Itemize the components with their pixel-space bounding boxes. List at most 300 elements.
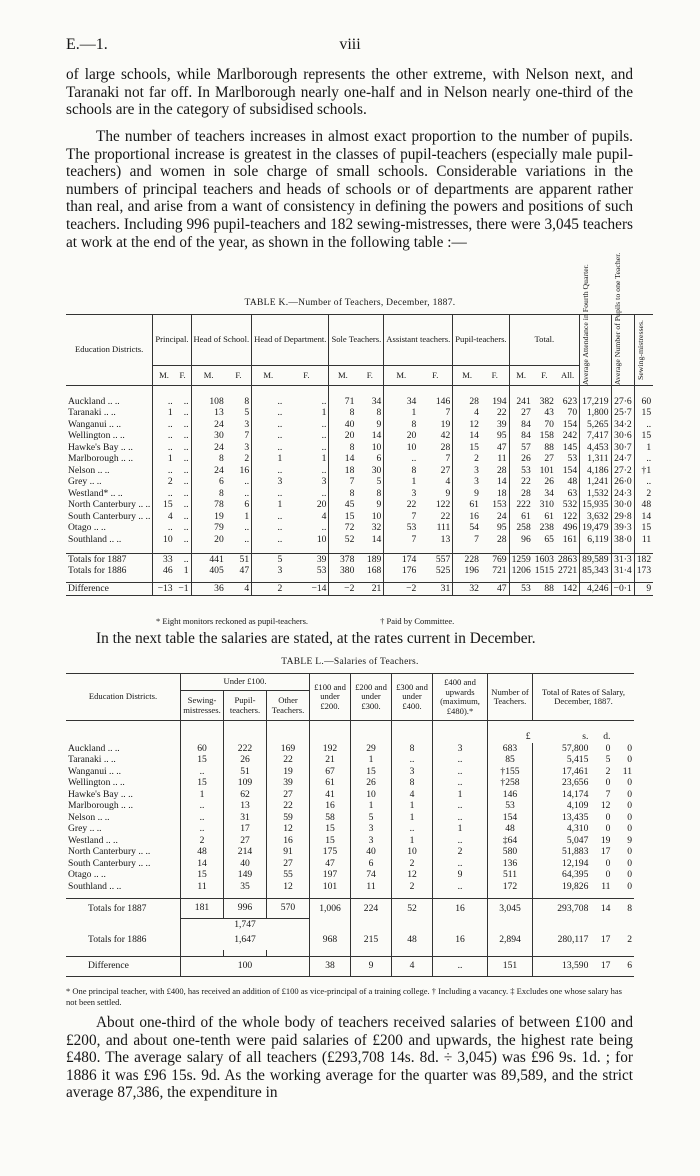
table-cell: 2,894 [488, 930, 533, 950]
table-cell: 441 [191, 553, 226, 565]
district-name: Totals for 1887 [66, 898, 181, 918]
table-cell: 6 [191, 476, 226, 488]
table-cell: 15 [634, 430, 653, 442]
table-cell: 0 [605, 857, 611, 869]
table-cell: 53 [509, 583, 533, 596]
table-cell: 24 [191, 442, 226, 454]
table-cell: .. [252, 407, 285, 419]
table-cell: 10 [316, 533, 327, 545]
table-cell: 21 [310, 754, 351, 766]
table-cell: 3 [453, 476, 481, 488]
table-cell: 57 [509, 442, 533, 454]
table-cell: 1259 [509, 553, 533, 565]
table-cell: 242 [562, 430, 578, 441]
tk-avg-pupils-header: Average Number of Pupils to one Teacher. [612, 252, 622, 385]
district-name: Totals for 1886 [88, 934, 147, 946]
table-cell: 12,194 [533, 858, 591, 870]
table-cell: 623 [562, 395, 578, 407]
table-cell: 12 [453, 419, 481, 431]
table-cell: 1 [321, 407, 327, 418]
table-row [66, 823, 634, 835]
table-cell: 61 [509, 511, 533, 523]
table-cell: 14 [453, 430, 481, 442]
table-cell: .. [153, 442, 175, 454]
table-row [66, 430, 653, 442]
table-cell: 6 [244, 499, 250, 510]
table-cell: 85,343 [580, 565, 611, 577]
tl-200-300-header: £200 and under £300. [351, 674, 392, 721]
table-cell: 172 [488, 881, 533, 893]
table-row [66, 522, 653, 534]
table-row [66, 846, 634, 858]
district-name: Taranaki .. .. [68, 754, 116, 765]
table-cell: 4 [392, 956, 433, 976]
table-cell: 30·7 [611, 442, 634, 454]
tk-m-label: M. [384, 366, 418, 386]
table-cell: 7 [445, 407, 451, 418]
table-cell: 10 [351, 789, 392, 801]
table-cell: .. [175, 553, 191, 565]
table-cell: 14,174 [533, 789, 591, 801]
table-cell: 27 [224, 835, 267, 847]
table-cell: 16 [310, 800, 351, 812]
table-cell: 39 [267, 777, 310, 789]
table-cell: .. [321, 395, 327, 407]
table-row [66, 453, 653, 465]
table-cell: 36 [191, 583, 226, 596]
table-row [66, 396, 653, 408]
table-k-caption: TABLE K.—Number of Teachers, December, 1887. [244, 298, 456, 308]
table-cell: 15 [310, 835, 351, 847]
table-cell: 3 [392, 766, 433, 778]
table-cell: .. [252, 465, 285, 477]
table-cell: 30·6 [611, 430, 634, 442]
table-cell: 8 [392, 777, 433, 789]
table-cell: 9 [445, 487, 451, 499]
table-cell: 27·2 [611, 465, 634, 477]
table-cell: 196 [453, 565, 481, 577]
table-cell: 1,647 [181, 930, 310, 950]
table-cell: 0 [627, 788, 632, 800]
table-cell: 182 [634, 553, 653, 565]
table-cell: .. [433, 777, 488, 789]
table-cell: 683 [488, 743, 533, 755]
table-row [66, 766, 634, 778]
table-l [66, 673, 634, 977]
table-cell: 42 [440, 430, 451, 441]
table-cell: 122 [435, 499, 451, 510]
tk-district-header: Education Districts. [66, 315, 153, 386]
table-cell: 0 [627, 869, 632, 880]
table-cell: .. [321, 487, 327, 499]
tl-other-header: Other Teachers. [267, 691, 310, 721]
table-cell: 74 [351, 869, 392, 881]
table-cell: 1 [433, 823, 488, 835]
district-name: Grey .. .. [68, 476, 102, 487]
table-cell: 13 [440, 533, 451, 545]
table-cell: .. [181, 766, 224, 778]
table-cell: 27 [267, 789, 310, 801]
table-cell: 47 [239, 565, 250, 576]
table-cell: .. [433, 881, 488, 893]
table-cell: 146 [435, 395, 451, 407]
table-cell: .. [153, 419, 175, 431]
tl-pupil-header: Pupil-teachers. [224, 691, 267, 721]
table-cell: 27 [267, 858, 310, 870]
table-cell: 8 [384, 419, 418, 431]
table-row [66, 511, 653, 523]
table-row [66, 465, 653, 477]
tk-m-label: M. [252, 366, 285, 386]
table-cell: .. [183, 533, 189, 545]
table-cell: 46 [153, 565, 175, 577]
tk-f-label: F. [356, 366, 383, 386]
table-cell: †258 [488, 777, 533, 789]
table-k-footnotes [66, 616, 633, 627]
table-cell: 111 [436, 522, 451, 533]
table-cell: 1 [433, 789, 488, 801]
table-cell: 53 [488, 800, 533, 812]
table-cell: 4 [153, 511, 175, 523]
table-cell: 6 [612, 956, 634, 976]
table-cell: 28 [440, 441, 451, 453]
table-cell: 47 [496, 441, 507, 453]
district-name: Southland .. .. [68, 533, 122, 545]
table-cell: 154 [562, 464, 578, 476]
table-cell: 2 [627, 934, 632, 946]
table-cell: 13,590 [533, 956, 591, 976]
table-cell: 161 [562, 533, 578, 545]
tl-total-header: Total of Rates of Salary, December, 1887. [533, 674, 635, 721]
table-cell: 176 [384, 565, 418, 577]
table-cell: 11 [622, 765, 632, 777]
table-cell: 17 [600, 846, 611, 857]
table-cell: 101 [310, 881, 351, 893]
table-cell: .. [183, 476, 189, 487]
table-cell: 154 [562, 418, 578, 430]
table-cell: 31·4 [611, 565, 634, 577]
table-cell: 0 [605, 811, 611, 823]
table-cell: 5 [605, 754, 611, 765]
paragraph-3: In the next table the salaries are stated, at the rates current in December. [96, 630, 536, 647]
table-cell: 51,883 [533, 846, 591, 858]
tl-100-200-header: £100 and under £200. [310, 674, 351, 721]
table-cell: 17 [224, 823, 267, 835]
tk-m-label: M. [153, 366, 175, 386]
table-cell: 214 [224, 846, 267, 858]
table-cell: 15 [153, 499, 175, 511]
district-name: Westland* .. .. [68, 487, 123, 499]
table-cell: 3 [384, 488, 418, 500]
table-cell: 62 [224, 789, 267, 801]
table-cell: 70 [544, 418, 554, 430]
table-cell: .. [634, 476, 653, 488]
table-cell: 14 [329, 453, 356, 465]
table-cell: 26 [544, 476, 554, 487]
district-name: Southland .. .. [68, 880, 122, 892]
table-cell: .. [181, 823, 224, 835]
table-cell: 108 [191, 396, 226, 408]
table-cell: 7 [453, 534, 481, 546]
table-cell: 1515 [534, 565, 554, 576]
district-name: Auckland .. .. [68, 742, 120, 754]
table-cell: 24·3 [611, 488, 634, 500]
table-cell: .. [244, 476, 250, 487]
tk-sewing-header: Sewing-mistresses. [635, 320, 645, 380]
table-cell: 70 [567, 407, 578, 418]
table-cell: 23,656 [533, 777, 591, 789]
tk-footnote-1: * Eight monitors reckoned as pupil-teachers. [156, 616, 309, 626]
table-l-body [66, 721, 634, 977]
table-cell: 65 [544, 533, 554, 545]
table-cell: 43 [544, 407, 554, 418]
table-cell: 8 [329, 407, 356, 419]
table-cell: .. [183, 464, 189, 476]
table-cell: 8 [376, 407, 382, 418]
table-cell: 31·3 [611, 553, 634, 565]
table-cell: 580 [488, 846, 533, 858]
table-row [66, 812, 634, 824]
table-cell: .. [433, 812, 488, 824]
table-cell: 51 [226, 553, 252, 565]
table-cell: 1,311 [580, 453, 611, 465]
tk-f-label: F. [533, 366, 556, 386]
table-cell: 34·2 [611, 419, 634, 431]
district-name: Difference [66, 956, 181, 976]
table-cell: .. [252, 488, 285, 500]
table-cell: 40 [224, 858, 267, 870]
table-cell: 60 [634, 396, 653, 408]
page-number: viii [339, 36, 361, 53]
table-cell: 0 [605, 777, 611, 788]
table-cell: 5,415 [533, 754, 591, 766]
table-cell: .. [252, 534, 285, 546]
table-cell: 2 [634, 488, 653, 500]
table-cell: 15 [181, 869, 224, 881]
table-cell: 84 [509, 430, 533, 442]
table-cell: .. [321, 430, 327, 441]
table-cell: 3 [453, 465, 481, 477]
table-cell: 153 [492, 499, 507, 510]
district-name: Auckland .. .. [68, 395, 120, 407]
table-cell: 3,045 [488, 898, 533, 918]
table-cell: 40 [351, 846, 392, 858]
table-row [66, 488, 653, 500]
table-cell: 9 [453, 488, 481, 500]
table-cell: 17,219 [580, 396, 611, 408]
table-cell: 15 [181, 777, 224, 789]
table-cell: 30 [371, 464, 382, 476]
table-cell: 88 [533, 583, 556, 596]
table-cell: 61 [453, 499, 481, 511]
table-cell: 2 [244, 453, 250, 464]
table-cell: 20 [191, 534, 226, 546]
table-cell: 53 [384, 522, 418, 534]
table-cell: .. [153, 488, 175, 500]
table-cell: 26 [509, 453, 533, 465]
tk-principal-header: Principal. [153, 315, 191, 366]
paragraph-4: About one-third of the whole body of teachers received salaries of between £100 and £200, and about one-tenth were paid salaries of £200 and upwards, the highest rate being £480. The average salary of all teachers (£293,708 14s. 8d. ÷ 3,045) was £96 9s. 1d. ; for 1886 it was £96 15s. 9d. As the working average for the quarter was 89,589, and the strict average 87,386, the expenditure in [66, 1014, 633, 1102]
combined-under-100: 1,747 [181, 918, 310, 930]
district-name: South Canterbury .. .. [68, 857, 151, 869]
table-cell: 0 [627, 754, 632, 765]
table-cell: 6,119 [580, 534, 611, 546]
table-cell: 27 [509, 407, 533, 419]
table-cell: 12 [267, 823, 310, 835]
district-name: Hawke's Bay .. .. [68, 788, 133, 800]
district-name: Nelson .. .. [68, 811, 110, 823]
table-cell: .. [321, 464, 327, 476]
table-cell: 4 [453, 407, 481, 419]
table-cell: 378 [329, 553, 356, 565]
tk-footnote-2: † Paid by Committee. [380, 616, 455, 626]
table-cell: 12 [600, 800, 611, 811]
table-cell: 136 [488, 858, 533, 870]
report-code: E.—1. [66, 36, 108, 53]
table-cell: −2 [384, 583, 418, 596]
table-row [66, 881, 634, 893]
table-cell: 158 [539, 430, 554, 441]
table-cell: 11 [351, 881, 392, 893]
table-cell: 382 [539, 395, 554, 407]
table-cell: 1 [252, 453, 285, 465]
table-cell: 84 [509, 419, 533, 431]
table-cell: 30·0 [611, 499, 634, 511]
table-cell: 174 [384, 553, 418, 565]
table-cell: 28 [509, 488, 533, 500]
table-cell: 1 [153, 453, 175, 465]
table-cell: 22 [509, 476, 533, 488]
table-cell: .. [321, 418, 327, 430]
table-cell: 8 [191, 488, 226, 500]
table-cell: 4 [226, 583, 252, 596]
table-cell: .. [153, 430, 175, 442]
table-cell: 14 [496, 476, 507, 487]
district-name: Hawke's Bay .. .. [68, 441, 133, 453]
table-cell: 241 [509, 396, 533, 408]
district-name: South Canterbury .. .. [68, 510, 151, 522]
table-cell: 511 [488, 869, 533, 881]
table-cell: 6 [376, 453, 382, 464]
table-cell: 48 [567, 476, 578, 487]
table-cell: 38·0 [611, 534, 634, 546]
table-cell: 9 [627, 834, 632, 846]
table-cell: 15 [310, 823, 351, 835]
table-row [66, 858, 634, 870]
table-cell: .. [183, 441, 189, 453]
table-cell: 5 [252, 553, 285, 565]
district-name: Grey .. .. [68, 823, 102, 834]
table-cell: .. [183, 395, 189, 407]
table-cell: 7 [384, 511, 418, 523]
table-cell: 4,186 [580, 465, 611, 477]
table-cell: .. [433, 956, 488, 976]
table-cell: 24 [496, 510, 507, 522]
table-cell: 7,417 [580, 430, 611, 442]
table-cell: 1 [634, 442, 653, 454]
table-cell: 48 [392, 930, 433, 950]
table-cell: 4 [321, 510, 327, 522]
table-cell: .. [252, 511, 285, 523]
table-cell: 2721 [557, 565, 578, 576]
table-cell: 310 [539, 499, 554, 510]
table-cell: 13,435 [533, 812, 591, 824]
table-cell: 1 [351, 800, 392, 812]
district-name: Wellington .. .. [68, 430, 125, 441]
unit-pounds: £ [488, 721, 533, 743]
table-cell: .. [252, 419, 285, 431]
table-cell: 27 [440, 464, 451, 476]
table-cell: 14 [371, 533, 382, 545]
table-row [66, 835, 634, 847]
table-cell: 15 [351, 766, 392, 778]
table-cell: 47 [481, 583, 509, 596]
table-row [66, 789, 634, 801]
table-cell: 4 [392, 789, 433, 801]
table-cell: .. [183, 487, 189, 499]
table-cell: 25·7 [611, 407, 634, 419]
table-cell: .. [183, 510, 189, 522]
table-cell: 53 [567, 453, 578, 464]
table-row [66, 777, 634, 789]
combined-row [66, 918, 634, 930]
table-row [66, 442, 653, 454]
table-cell: 30 [191, 430, 226, 442]
table-cell: 8 [612, 898, 634, 918]
table-row [66, 754, 634, 766]
table-cell: 1603 [534, 553, 554, 565]
table-cell: 15 [453, 442, 481, 454]
table-cell: 33 [153, 553, 175, 565]
table-cell: 1 [321, 453, 327, 464]
table-cell: 53 [316, 565, 327, 576]
tk-m-label: M. [329, 366, 356, 386]
table-cell: 215 [351, 930, 392, 950]
table-row [66, 869, 634, 881]
table-cell: .. [183, 522, 189, 533]
table-cell: 39·3 [611, 522, 634, 534]
table-cell: 2 [453, 453, 481, 465]
table-cell: 1 [351, 754, 392, 766]
table-cell: 52 [392, 898, 433, 918]
table-cell: .. [252, 396, 285, 408]
table-cell: 28 [496, 464, 507, 476]
district-name: Marlborough .. .. [68, 453, 134, 464]
table-cell: 61 [544, 510, 554, 522]
table-cell: .. [244, 487, 250, 499]
district-name: Wanganui .. .. [68, 418, 122, 430]
table-cell: 3 [244, 418, 250, 430]
table-cell: 4,453 [580, 442, 611, 454]
table-cell: 2 [392, 881, 433, 893]
table-cell: 100 [181, 956, 310, 976]
table-cell: 26 [224, 754, 267, 766]
district-name: Marlborough .. .. [68, 800, 134, 811]
table-cell: .. [153, 522, 175, 534]
table-cell: 19,826 [533, 881, 591, 893]
table-cell: 0 [627, 811, 632, 823]
table-cell: 96 [509, 534, 533, 546]
table-cell: 10 [371, 510, 382, 522]
table-cell: 13 [224, 800, 267, 812]
table-cell: 22 [440, 510, 451, 522]
table-cell: 769 [481, 553, 509, 565]
table-cell: 29·8 [611, 511, 634, 523]
table-cell: 968 [310, 930, 351, 950]
table-cell: 9 [376, 418, 382, 430]
table-cell: 78 [191, 499, 226, 511]
tk-f-label: F. [481, 366, 509, 386]
